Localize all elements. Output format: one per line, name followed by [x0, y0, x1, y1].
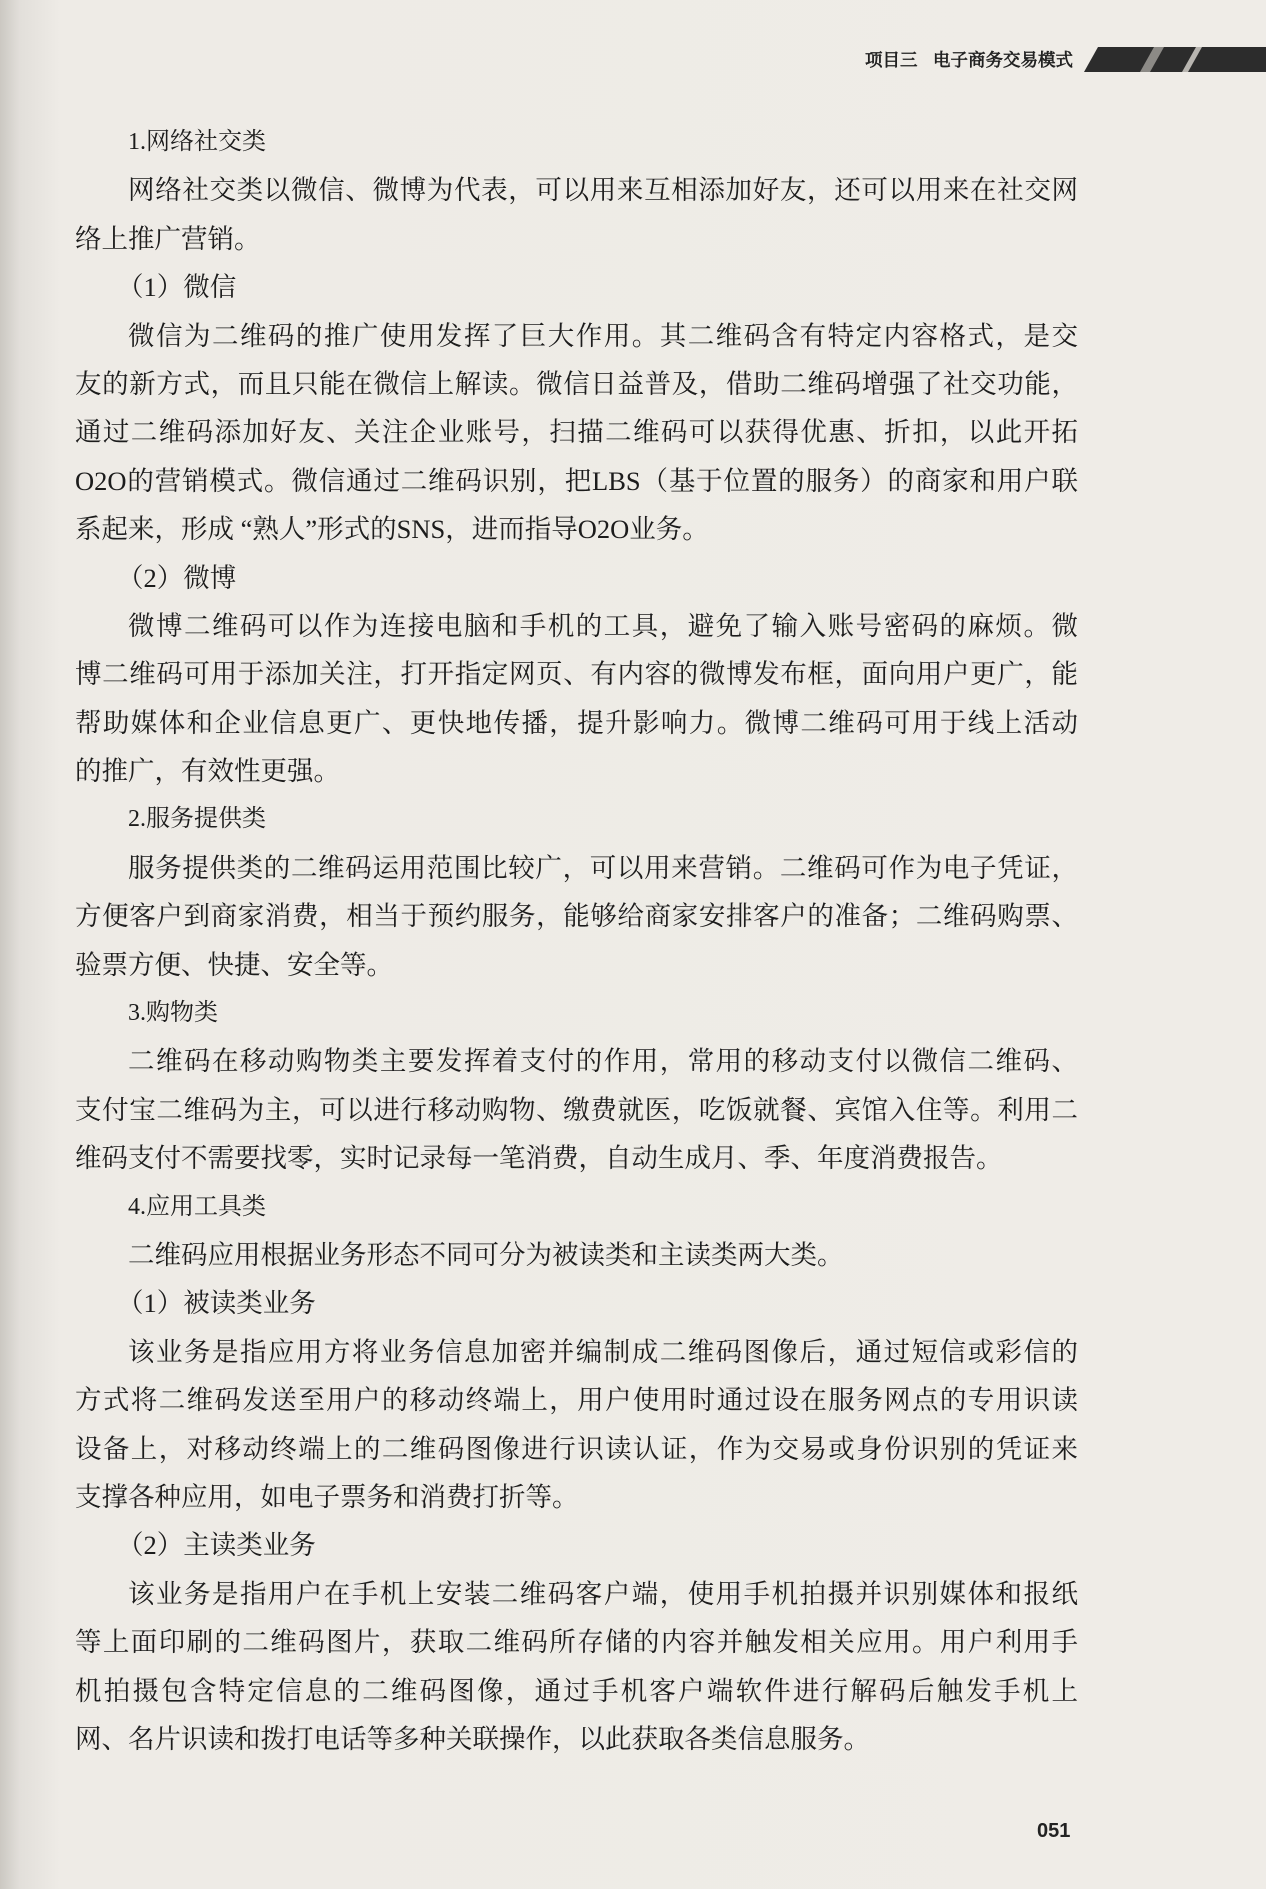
section-service — [75, 795, 1078, 989]
text-line: 设备上，对移动终端上的二维码图像进行识读认证，作为交易或身份识别的凭证来 — [75, 1433, 1078, 1464]
text-line: 支付宝二维码为主，可以进行移动购物、缴费就医，吃饭就餐、宾馆入住等。利用二 — [75, 1094, 1078, 1125]
page-number: 051 — [1037, 1820, 1071, 1842]
text-line: 等上面印刷的二维码图片，获取二维码所存储的内容并触发相关应用。用户利用手 — [75, 1627, 1078, 1658]
text-line: 通过二维码添加好友、关注企业账号，扫描二维码可以获得优惠、折扣，以此开拓 — [75, 417, 1078, 448]
section-heading: 4.应用工具类 — [128, 1193, 266, 1220]
text-line: 微信为二维码的推广使用发挥了巨大作用。其二维码含有特定内容格式，是交 — [128, 320, 1078, 351]
text-line: 友的新方式，而且只能在微信上解读。微信日益普及，借助二维码增强了社交功能， — [75, 368, 1078, 399]
text-line: 机拍摄包含特定信息的二维码图像，通过手机客户端软件进行解码后触发手机上 — [75, 1675, 1078, 1706]
text-line: 方式将二维码发送至用户的移动终端上，用户使用时通过设在服务网点的专用识读 — [75, 1385, 1078, 1416]
section-social-network — [75, 118, 1078, 795]
text-line: 方便客户到商家消费，相当于预约服务，能够给商家安排客户的准备；二维码购票、 — [75, 901, 1078, 932]
paragraph — [75, 1328, 1078, 1522]
text-line: 服务提供类的二维码运用范围比较广，可以用来营销。二维码可作为电子凭证， — [128, 852, 1078, 883]
header-decor-bar — [1084, 45, 1266, 72]
paragraph — [75, 1570, 1078, 1764]
text-line: 该业务是指用户在手机上安装二维码客户端，使用手机拍摄并识别媒体和报纸 — [128, 1578, 1078, 1609]
decor-bar-block — [1084, 47, 1266, 72]
paragraph — [75, 312, 1078, 554]
paragraph — [75, 1037, 1078, 1182]
running-header — [865, 50, 1075, 70]
paragraph — [75, 1231, 1078, 1279]
subsection-heading: （1）微信 — [117, 272, 237, 303]
text-line: 维码支付不需要找零，实时记录每一笔消费，自动生成月、季、年度消费报告。 — [75, 1143, 1003, 1174]
text-line: 该业务是指应用方将业务信息加密并编制成二维码图像后，通过短信或彩信的 — [128, 1336, 1078, 1367]
section-shopping — [75, 989, 1078, 1183]
paragraph — [75, 602, 1078, 796]
text-line: 支撑各种应用，如电子票务和消费打折等。 — [75, 1481, 579, 1512]
text-line: 网络社交类以微信、微博为代表，可以用来互相添加好友，还可以用来在社交网 — [128, 175, 1078, 206]
section-heading: 3.购物类 — [128, 1000, 218, 1027]
paragraph — [75, 844, 1078, 989]
text-line: 二维码应用根据业务形态不同可分为被读类和主读类两大类。 — [128, 1239, 844, 1270]
text-line: 二维码在移动购物类主要发挥着支付的作用，常用的移动支付以微信二维码、 — [128, 1046, 1078, 1077]
section-heading: 1.网络社交类 — [128, 129, 266, 155]
text-line: 网、名片识读和拨打电话等多种关联操作，以此获取各类信息服务。 — [75, 1723, 870, 1754]
text-line: 系起来，形成 “熟人”形式的SNS，进而指导O2O业务。 — [75, 514, 709, 545]
text-line: 博二维码可用于添加关注，打开指定网页、有内容的微博发布框，面向用户更广，能 — [75, 659, 1078, 690]
chapter-label: 项目三 — [865, 50, 918, 70]
subsection-heading: （2）微博 — [117, 562, 237, 593]
page-body — [75, 118, 1078, 1763]
text-line: 的推广，有效性更强。 — [75, 756, 340, 787]
text-line: 络上推广营销。 — [75, 223, 261, 254]
chapter-title: 电子商务交易模式 — [933, 50, 1073, 70]
text-line: 验票方便、快捷、安全等。 — [75, 949, 393, 980]
text-line: 微博二维码可以作为连接电脑和手机的工具，避免了输入账号密码的麻烦。微 — [128, 610, 1078, 641]
subsection-heading: （1）被读类业务 — [117, 1288, 316, 1319]
paragraph — [75, 166, 1078, 263]
section-heading: 2.服务提供类 — [128, 806, 266, 833]
subsection-heading: （2）主读类业务 — [117, 1530, 316, 1561]
section-tools — [75, 1183, 1078, 1764]
text-line: O2O的营销模式。微信通过二维码识别，把LBS（基于位置的服务）的商家和用户联 — [75, 465, 1078, 496]
text-line: 帮助媒体和企业信息更广、更快地传播，提升影响力。微博二维码可用于线上活动 — [75, 707, 1078, 738]
